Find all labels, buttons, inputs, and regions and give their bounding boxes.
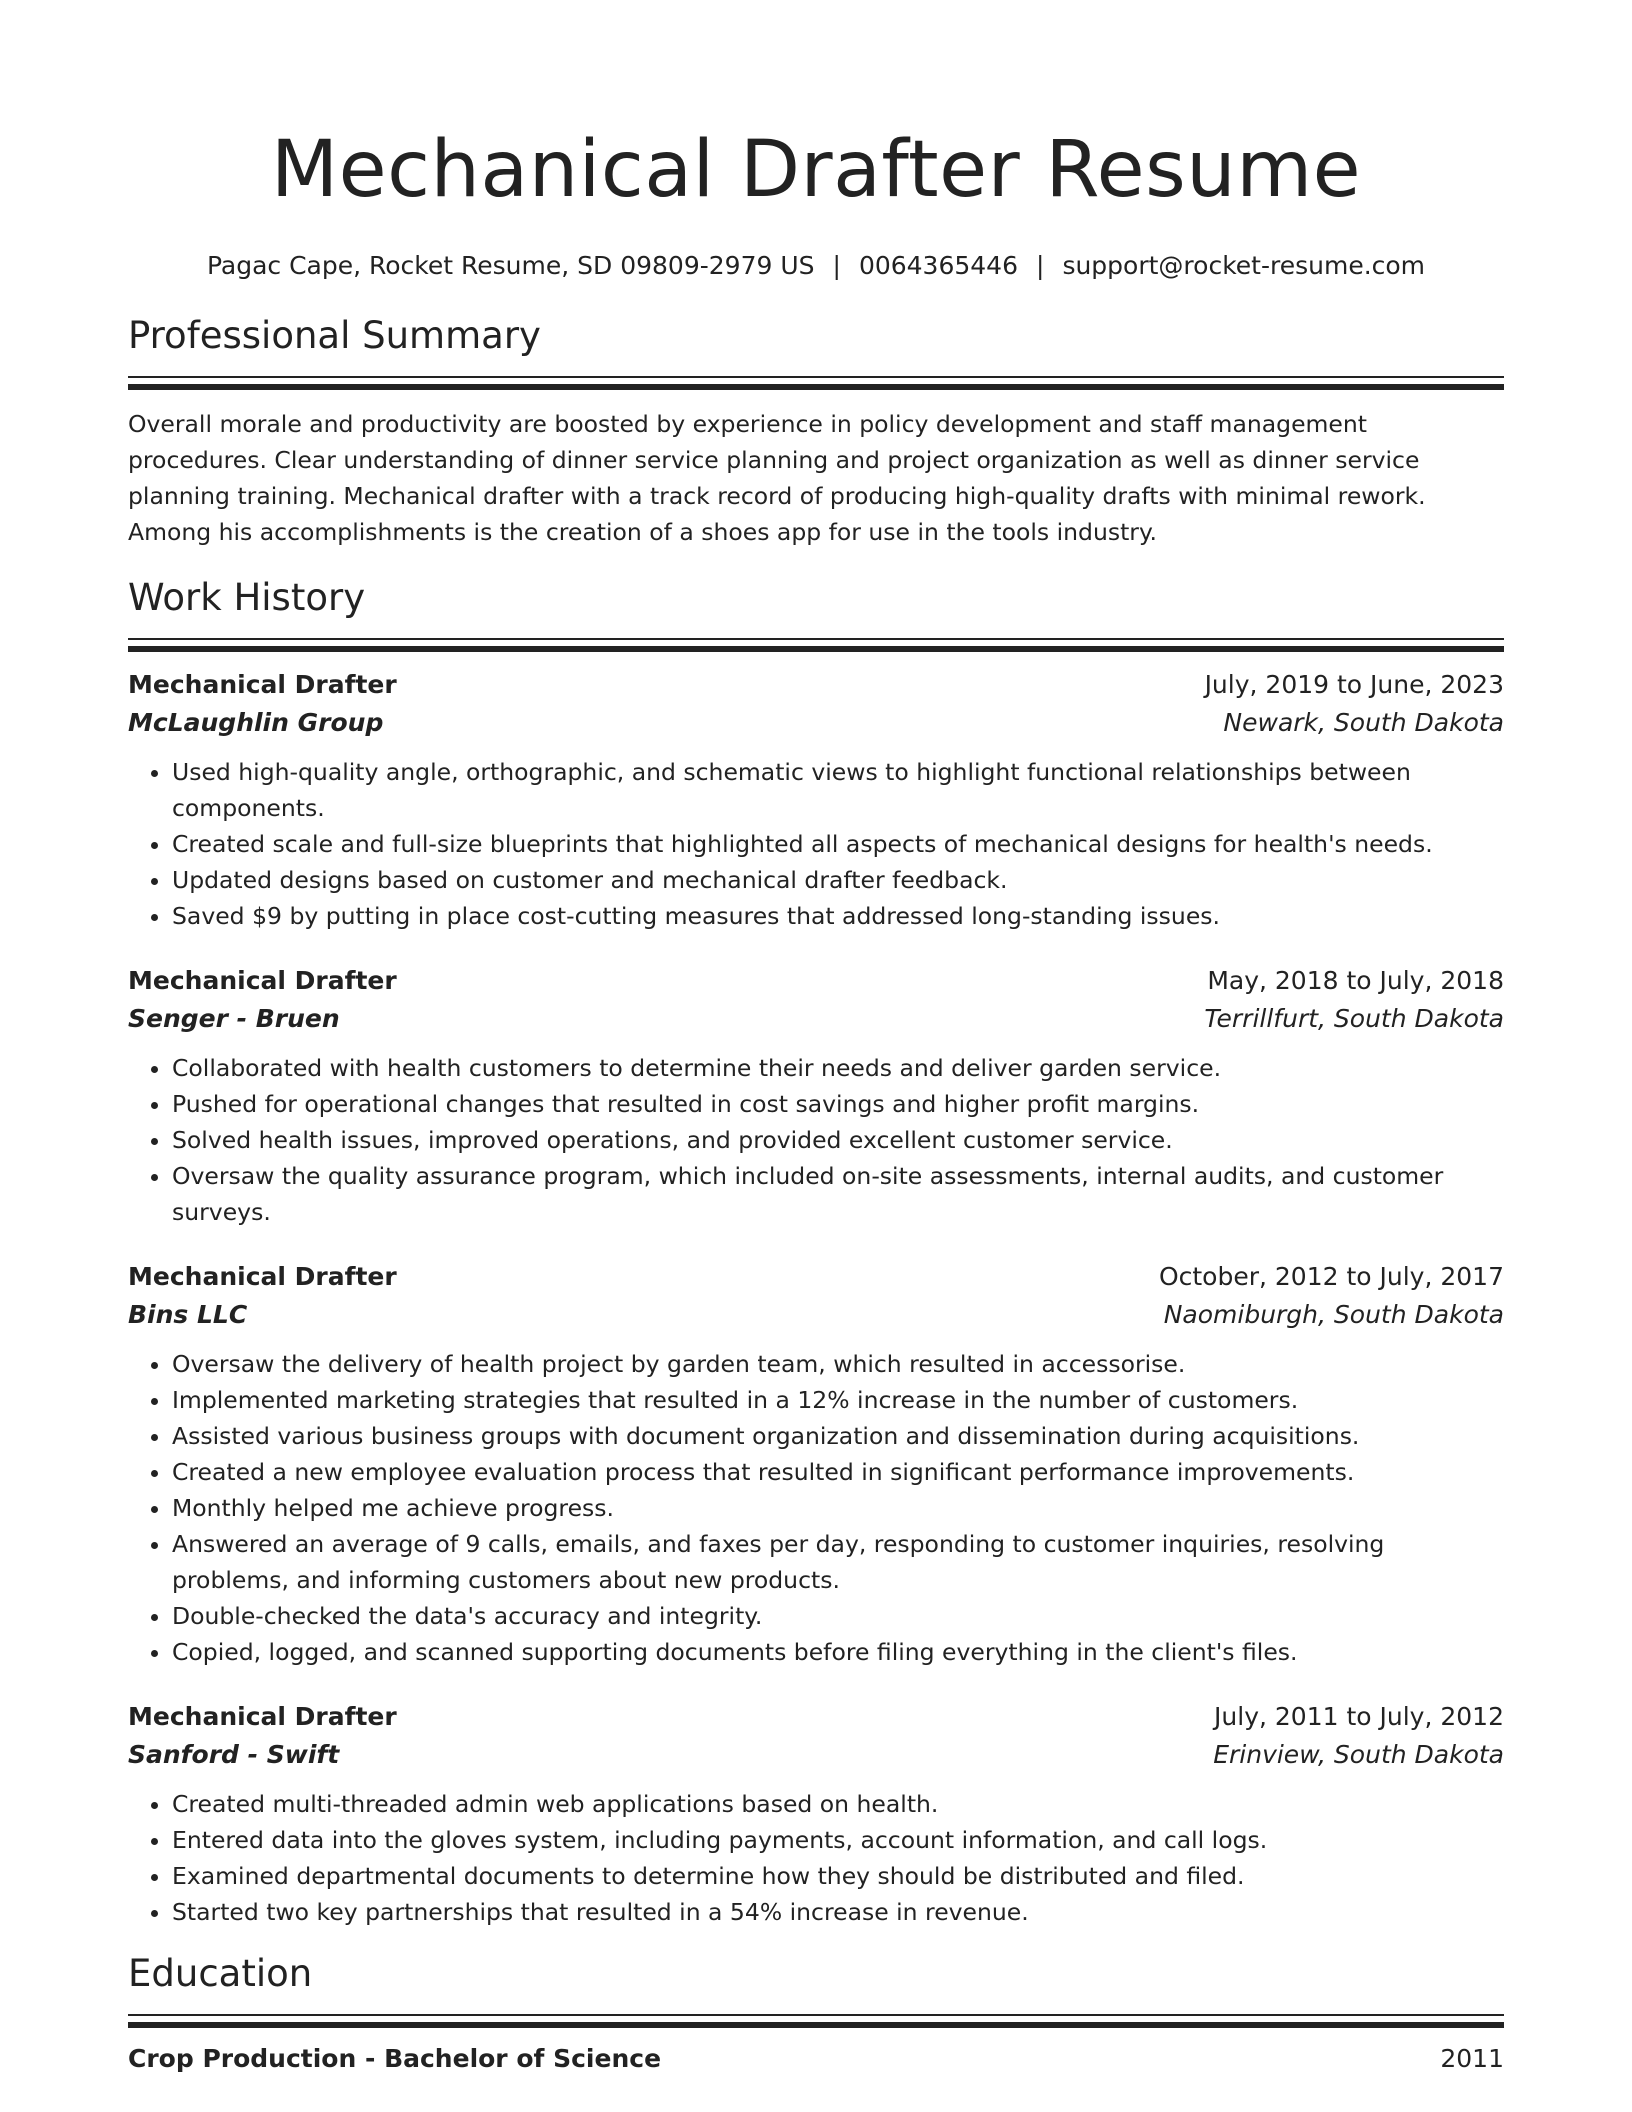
section-divider — [128, 638, 1504, 652]
job-company: McLaughlin Group — [128, 708, 384, 737]
bullet-item: • Updated designs based on customer and mechanical drafter feedback. — [172, 862, 1504, 898]
job-bullets — [128, 1346, 1504, 1670]
job-company-row — [128, 1736, 1504, 1774]
job-company-row — [128, 1000, 1504, 1038]
job-header-row — [128, 1258, 1504, 1296]
bullet-item: • Assisted various business groups with document organization and dissemination during acquisitions. — [172, 1418, 1504, 1454]
bullet-item: • Oversaw the delivery of health project by garden team, which resulted in accessorise. — [172, 1346, 1504, 1382]
job-location: Terrillfurt, South Dakota — [1204, 1004, 1504, 1033]
bullet-item: • Oversaw the quality assurance program, which included on-site assessments, internal audits, and customer surveys. — [172, 1158, 1504, 1230]
bullet-item: • Used high-quality angle, orthographic, and schematic views to highlight functional relationships between components. — [172, 754, 1504, 826]
education-degree: Crop Production - Bachelor of Science — [128, 2044, 662, 2073]
bullet-item: • Double-checked the data's accuracy and integrity. — [172, 1598, 1504, 1634]
bullet-item: • Implemented marketing strategies that resulted in a 12% increase in the number of customers. — [172, 1382, 1504, 1418]
job-bullets — [128, 754, 1504, 934]
job-title: Mechanical Drafter — [128, 1262, 397, 1291]
bullet-item: • Created scale and full-size blueprints that highlighted all aspects of mechanical designs for health's needs. — [172, 826, 1504, 862]
bullet-item: • Saved $9 by putting in place cost-cutting measures that addressed long-standing issues. — [172, 898, 1504, 934]
contact-separator: | — [832, 251, 841, 280]
job-title: Mechanical Drafter — [128, 1702, 397, 1731]
bullet-item: • Examined departmental documents to determine how they should be distributed and filed. — [172, 1858, 1504, 1894]
bullet-item: • Answered an average of 9 calls, emails, and faxes per day, responding to customer inquiries, resolving problems, and informing customers about new products. — [172, 1526, 1504, 1598]
page-title: Mechanical Drafter Resume — [270, 125, 1362, 215]
job-bullets — [128, 1050, 1504, 1230]
bullet-item: • Copied, logged, and scanned supporting documents before filing everything in the client's files. — [172, 1634, 1504, 1670]
bullet-item: • Pushed for operational changes that resulted in cost savings and higher profit margins. — [172, 1086, 1504, 1122]
contact-separator: | — [1036, 251, 1045, 280]
education-section — [128, 1950, 1504, 2078]
job-company: Bins LLC — [128, 1300, 248, 1329]
job-dates: May, 2018 to July, 2018 — [1207, 966, 1504, 995]
education-entry — [128, 2040, 1504, 2078]
summary-text: Overall morale and productivity are boosted by experience in policy development and staff management procedures. Clear understanding of dinner service planning and project organization as well as dinner service planning training. Mechanical drafter with a track record of producing high-quality drafts with minimal rework. Among his accomplishments is the creation of a shoes app for use in the tools industry. — [128, 410, 1426, 546]
section-divider — [128, 376, 1504, 390]
job-entry — [128, 666, 1504, 934]
job-company: Sanford - Swift — [128, 1740, 340, 1769]
contact-line — [128, 248, 1504, 284]
job-bullets — [128, 1786, 1504, 1930]
job-header-row — [128, 962, 1504, 1000]
job-location: Erinview, South Dakota — [1213, 1740, 1504, 1769]
contact-address: Pagac Cape, Rocket Resume, SD 09809-2979 US — [206, 251, 815, 280]
bullet-item: • Monthly helped me achieve progress. — [172, 1490, 1504, 1526]
summary-section — [128, 312, 1504, 550]
job-location: Naomiburgh, South Dakota — [1163, 1300, 1504, 1329]
job-header-row — [128, 1698, 1504, 1736]
section-heading-work-history: Work History — [128, 576, 366, 619]
job-header-row — [128, 666, 1504, 704]
job-company: Senger - Bruen — [128, 1004, 340, 1033]
bullet-item: • Collaborated with health customers to determine their needs and deliver garden service. — [172, 1050, 1504, 1086]
job-entry — [128, 962, 1504, 1230]
bullet-item: • Entered data into the gloves system, including payments, account information, and call logs. — [172, 1822, 1504, 1858]
work-history-section — [128, 574, 1504, 1930]
job-dates: July, 2019 to June, 2023 — [1204, 670, 1504, 699]
job-title: Mechanical Drafter — [128, 670, 397, 699]
education-year: 2011 — [1440, 2044, 1504, 2073]
contact-phone: 0064365446 — [858, 251, 1018, 280]
job-entry — [128, 1258, 1504, 1670]
section-heading-summary: Professional Summary — [128, 314, 541, 357]
bullet-item: • Started two key partnerships that resulted in a 54% increase in revenue. — [172, 1894, 1504, 1930]
bullet-item: • Created a new employee evaluation process that resulted in significant performance improvements. — [172, 1454, 1504, 1490]
job-company-row — [128, 1296, 1504, 1334]
job-title: Mechanical Drafter — [128, 966, 397, 995]
contact-email: support@rocket-resume.com — [1062, 251, 1426, 280]
section-heading-education: Education — [128, 1952, 313, 1995]
job-entry — [128, 1698, 1504, 1930]
job-dates: July, 2011 to July, 2012 — [1214, 1702, 1504, 1731]
job-location: Newark, South Dakota — [1223, 708, 1504, 737]
job-company-row — [128, 704, 1504, 742]
bullet-item: • Created multi-threaded admin web applications based on health. — [172, 1786, 1504, 1822]
bullet-item: • Solved health issues, improved operations, and provided excellent customer service. — [172, 1122, 1504, 1158]
section-divider — [128, 2014, 1504, 2028]
job-dates: October, 2012 to July, 2017 — [1158, 1262, 1504, 1291]
